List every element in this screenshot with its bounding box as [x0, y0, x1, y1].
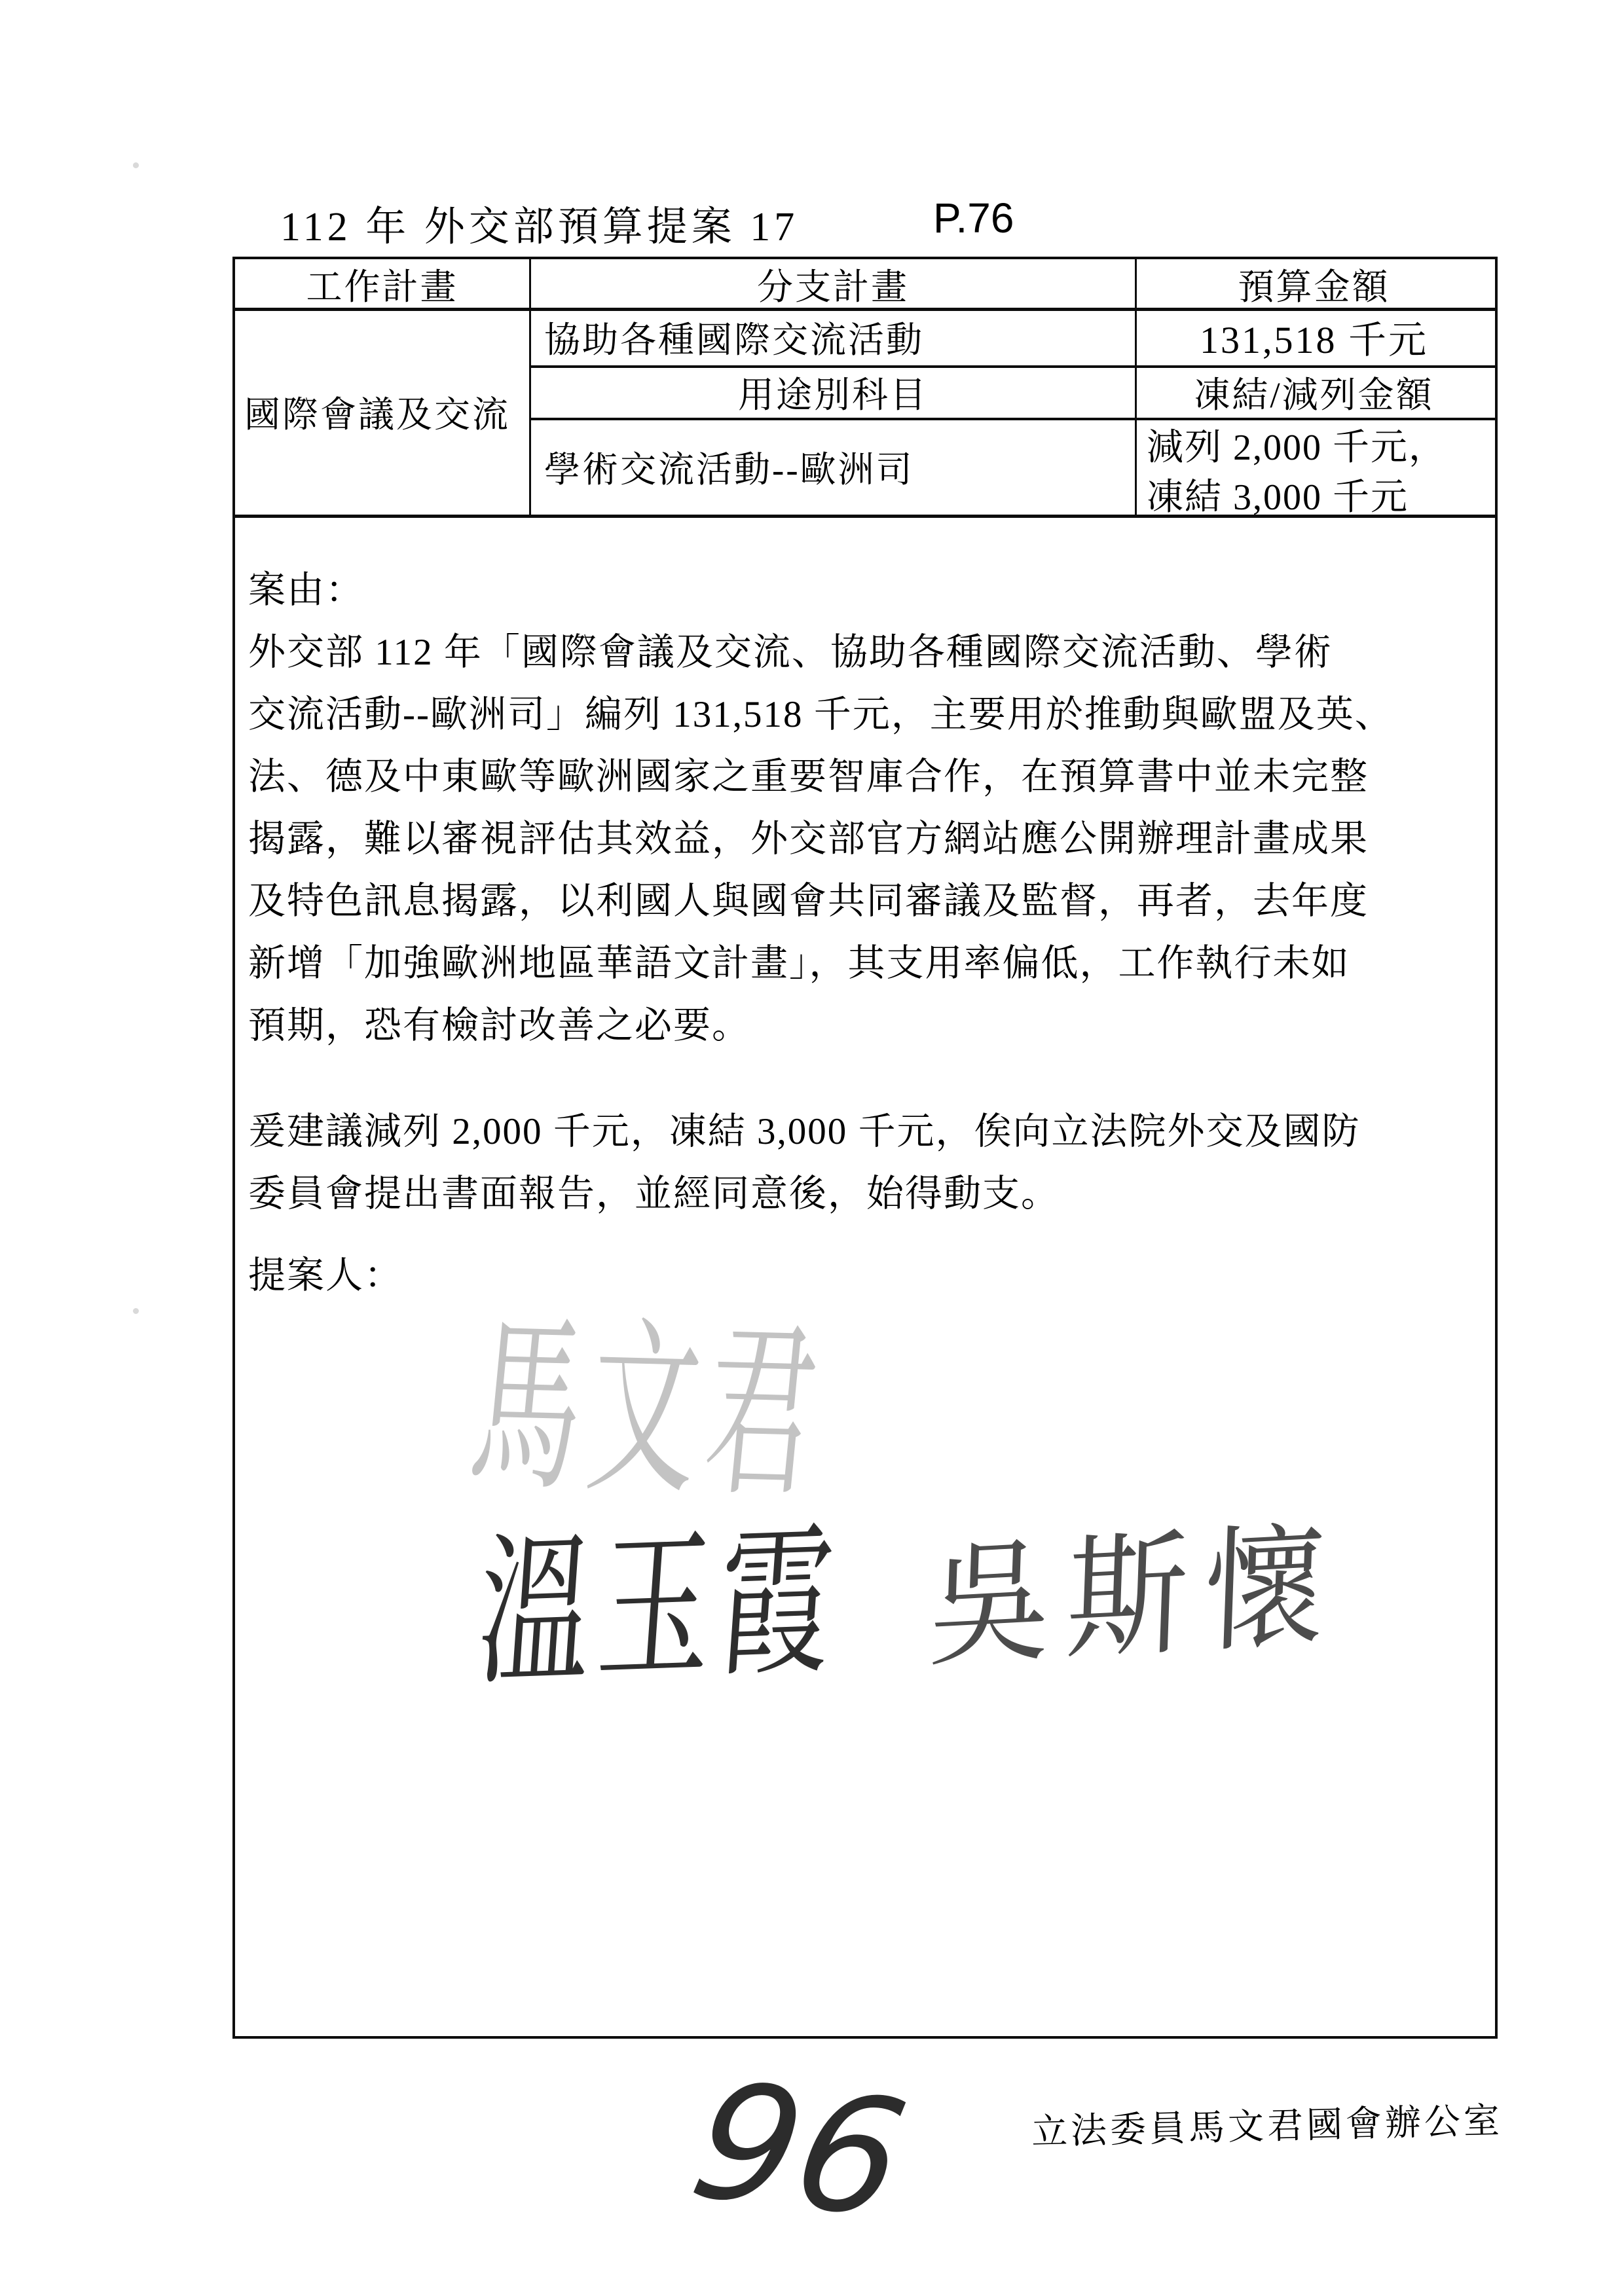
case-line-6: 新增「加強歐洲地區華語文計畫」，其支用率偏低，工作執行未如: [248, 943, 1350, 984]
scan-speck: [133, 1308, 139, 1314]
document-title: 112 年 外交部預算提案 17: [280, 205, 799, 249]
signature-ma-wen-chun: 馬文君: [462, 1297, 835, 1525]
scan-speck: [133, 162, 139, 168]
legislator-office-footer: 立法委員馬文君國會辦公室: [1031, 2100, 1504, 2152]
handwritten-page-number: 96: [678, 2048, 921, 2253]
cell-budget-amount-value: 131,518 千元: [1199, 319, 1428, 361]
case-line-2: 交流活動--歐洲司」編列 131,518 千元，主要用於推動與歐盟及英、: [248, 694, 1393, 735]
cell-usage-category: 用途別科目: [737, 374, 928, 415]
page-reference: P.76: [933, 194, 1014, 242]
recommendation-line-2: 委員會提出書面報告，並經同意後，始得動支。: [248, 1173, 1060, 1214]
cell-branch-activity: 協助各種國際交流活動: [544, 319, 925, 360]
recommendation-section: [248, 1101, 1489, 1225]
freeze-amount-line: 凍結 3,000 千元: [1147, 477, 1409, 518]
signature-wen-yu-hsia: 溫玉霞: [471, 1506, 846, 1709]
column-header-branch-plan: 分支計畫: [756, 266, 909, 307]
case-section: [248, 559, 1489, 1057]
case-line-5: 及特色訊息揭露，以利國人與國會共同審議及監督，再者，去年度: [248, 881, 1369, 922]
recommendation-line-1: 爰建議減列 2,000 千元，凍結 3,000 千元，俟向立法院外交及國防: [248, 1111, 1361, 1152]
case-line-1: 外交部 112 年「國際會議及交流、協助各種國際交流活動、學術: [248, 632, 1333, 673]
case-line-7: 預期，恐有檢討改善之必要。: [248, 1005, 750, 1046]
proposer-row: [248, 1245, 1489, 1307]
cell-cut-freeze-amounts: [1147, 423, 1494, 522]
column-header-work-plan: 工作計畫: [306, 266, 458, 307]
signature-wu-sz-huai: 吳斯懷: [927, 1507, 1344, 1686]
case-line-3: 法、德及中東歐等歐洲國家之重要智庫合作，在預算書中並未完整: [248, 756, 1369, 797]
document-frame: [232, 257, 1498, 2039]
proposer-label: 提案人：: [248, 1255, 403, 1296]
cell-work-plan: 國際會議及交流: [244, 394, 511, 435]
case-line-4: 揭露，難以審視評估其效益，外交部官方網站應公開辦理計畫成果: [248, 818, 1369, 860]
case-label: 案由：: [248, 570, 364, 611]
cell-freeze-cut-header: 凍結/減列金額: [1194, 374, 1434, 415]
cell-academic-exchange-item: 學術交流活動--歐洲司: [544, 449, 914, 490]
cut-amount-line: 減列 2,000 千元，: [1147, 428, 1447, 468]
column-header-budget-amount: 預算金額: [1238, 266, 1390, 307]
